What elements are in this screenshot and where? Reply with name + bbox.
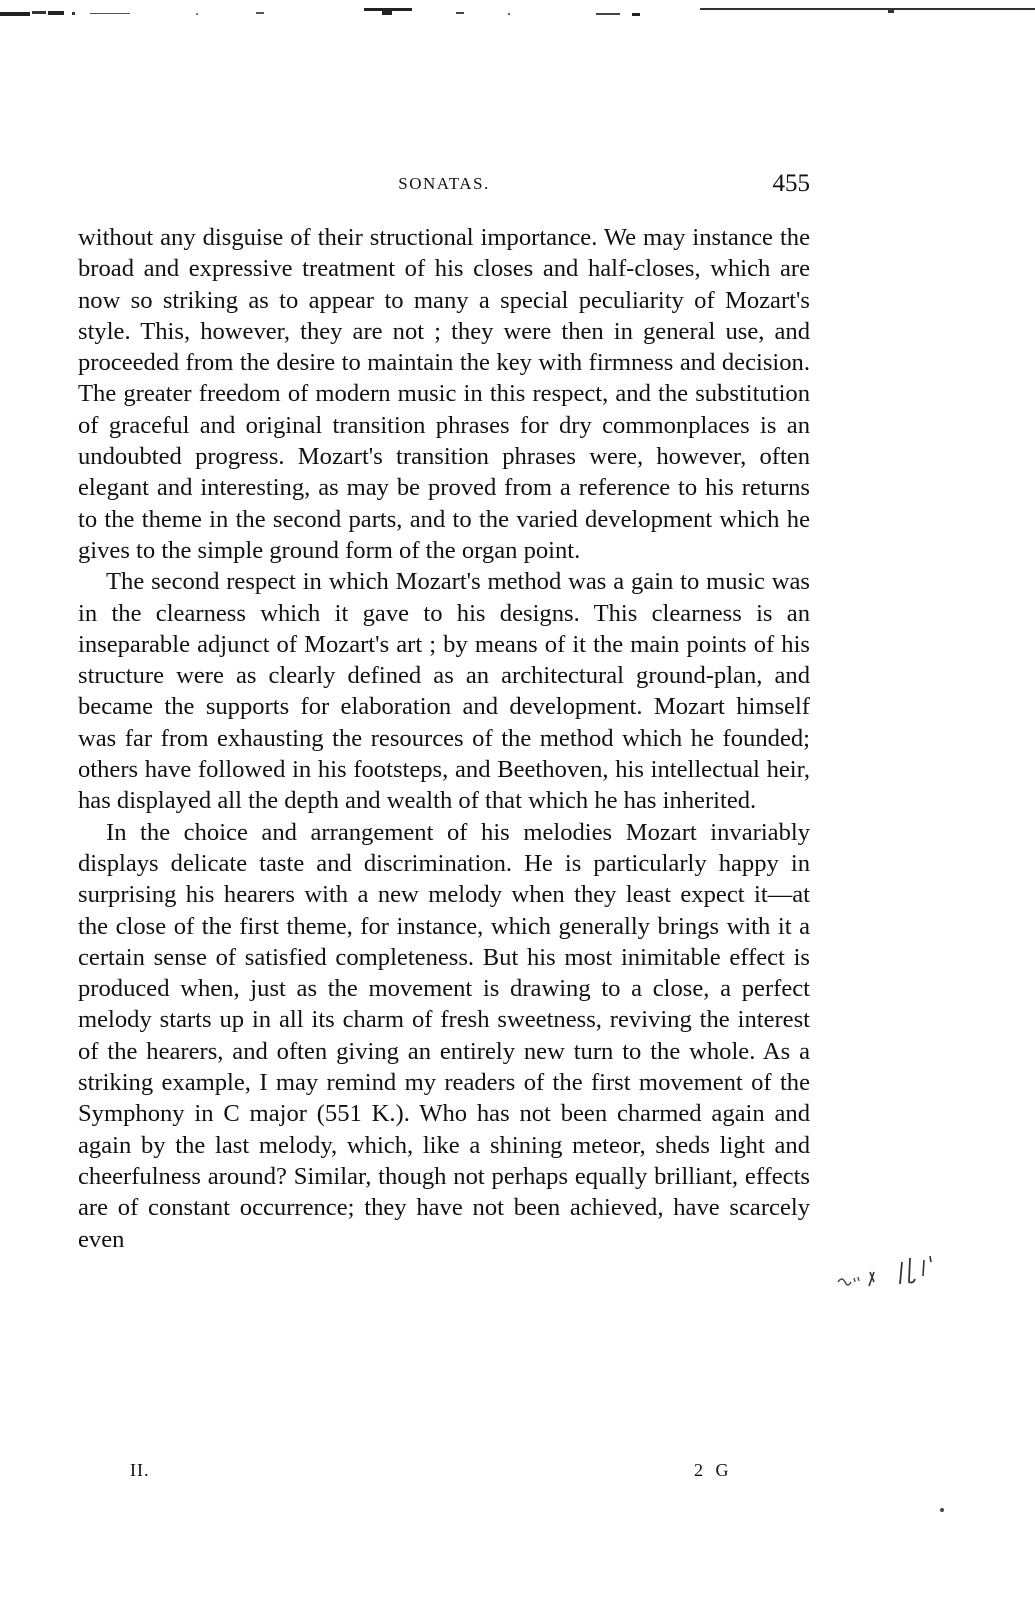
paragraph-3: In the choice and arrangement of his melodies Mozart invariably displays delicate taste and discrimination. He is particularly happy in surprising his hearers with a new melody when they least expect it—at the close of the first theme, for instance, which generally brings with it a certain sense of satisfied completeness. But his most inimitable effect is produced when, just as the movement is drawing to a close, a perfect melody starts up in all its charm of fresh sweetness, reviving the interest of the hearers, and often giving an entirely new turn to the whole. As a striking example, I may remind my readers of the first movement of the Symphony in C major (551 K.). Who has not been charmed again and again by the last melody, which, like a shining meteor, sheds light and cheerfulness around? Similar, though not perhaps equally brilliant, effects are of constant occurrence; they have not been achieved, have scarcely even [78, 818, 810, 1253]
paragraph-1: without any disguise of their structional importance. We may instance the broad and expressive treatment of his closes and half-closes, which are now so striking as to appear to many a special peculiarity of Mozart's style. This, however, they are not ; they were then in general use, and proceeded from the desire to maintain the key with firmness and decision. The greater freedom of modern music in this respect, and the substitution of graceful and original transition phrases for dry commonplaces is an undoubted progress. Mozart's transition phrases were, however, often elegant and interesting, as may be proved from a reference to his returns to the theme in the second parts, and to the varied development which he gives to the simple ground form of the organ point. [78, 224, 810, 564]
page-footer [78, 1460, 810, 1490]
scan-artifacts [0, 0, 1035, 40]
volume-signature: II. [130, 1460, 150, 1480]
body-text [78, 222, 810, 1255]
paragraph-2: The second respect in which Mozart's method was a gain to music was in the clearness which it gave to his designs. This clearness is an inseparable adjunct of Mozart's art ; by means of it the main points of his structure were as clearly defined as an architectural ground-plan, and became the supports for elaboration and development. Mozart himself was far from exhausting the resources of the method which he founded; others have followed in his footsteps, and Beethoven, his intellectual heir, has displayed all the depth and wealth of that which he has inherited. [78, 568, 810, 815]
running-title: SONATAS. [398, 174, 490, 193]
scan-speck [940, 1508, 944, 1512]
page-number: 455 [772, 170, 810, 197]
gathering-signature: 2 G [694, 1460, 733, 1480]
running-head [78, 170, 810, 202]
handwritten-margin-note [836, 1248, 966, 1298]
